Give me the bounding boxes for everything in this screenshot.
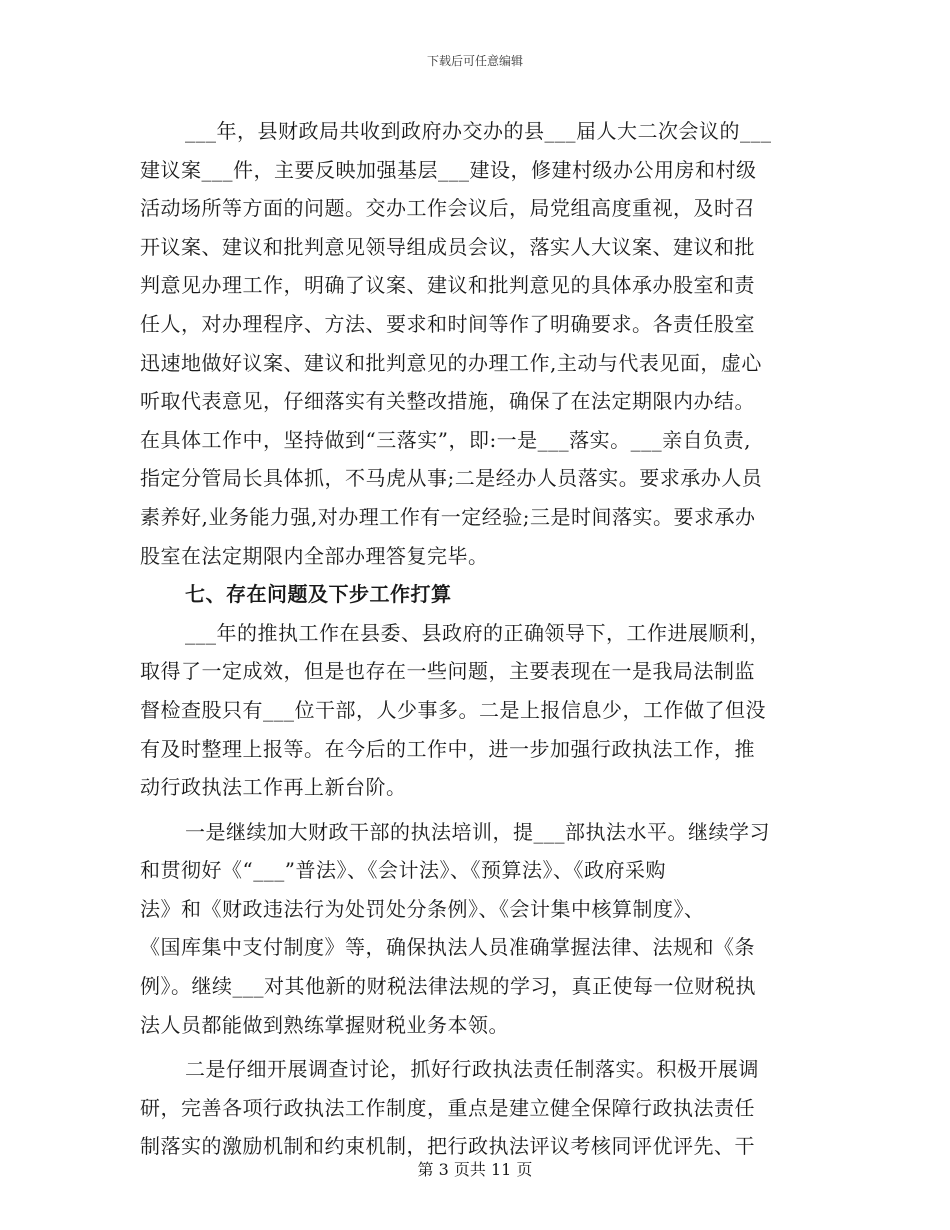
text-line: 素养好,业务能力强,对办理工作有一定经验;三是时间落实。要求承办 — [140, 504, 756, 529]
text-line: 听取代表意见，仔细落实有关整改措施，确保了在法定期限内办结。 — [140, 389, 755, 414]
text-line: 例》。继续___对其他新的财税法律法规的学习，真正使每一位财税执 — [140, 974, 756, 999]
text-line: 在具体工作中，坚持做到“三落实”，即:一是___落实。___亲自负责, — [140, 427, 752, 452]
text-line: ___年，县财政局共收到政府办交办的县___届人大二次会议的___ — [185, 119, 772, 143]
text-line: 一是继续加大财政干部的执法培训，提___部执法水平。继续学习 — [185, 819, 770, 844]
text-line: 建议案___件，主要反映加强基层___建设，修建村级办公用房和村级 — [140, 157, 757, 182]
section-heading: 七、存在问题及下步工作打算 — [185, 582, 452, 607]
text-line: ___年的推执工作在县委、县政府的正确领导下，工作进展顺利， — [185, 620, 770, 645]
page-header: 下载后可任意编辑 — [426, 54, 523, 68]
text-line: 动行政执法工作再上新台阶。 — [140, 775, 407, 800]
text-line: 督检查股只有___位干部，人少事多。二是上报信息少，工作做了但没 — [140, 697, 766, 722]
text-line: 活动场所等方面的问题。交办工作会议后，局党组高度重视，及时召 — [140, 196, 755, 221]
paragraph — [140, 112, 820, 575]
page-footer: 第 3 页共 11 页 — [417, 1160, 533, 1179]
text-line: 开议案、建议和批判意见领导组成员会议，落实人大议案、建议和批 — [140, 234, 755, 259]
text-line: 任人，对办理程序、方法、要求和时间等作了明确要求。各责任股室 — [140, 311, 755, 336]
text-line: 取得了一定成效，但是也存在一些问题，主要表现在一是我局法制监 — [140, 659, 755, 684]
document-body — [140, 112, 820, 1166]
text-line: 有及时整理上报等。在今后的工作中，进一步加强行政执法工作，推 — [140, 736, 755, 761]
paragraph — [140, 614, 820, 807]
text-line: 研，完善各项行政执法工作制度，重点是建立健全保障行政执法责任 — [140, 1095, 755, 1120]
text-line: 法》和《财政违法行为处罚处分条例》、《会计集中核算制度》、 — [140, 896, 705, 921]
text-line: 股室在法定期限内全部办理答复完毕。 — [140, 543, 489, 568]
paragraph — [140, 1050, 820, 1166]
text-line: 《国库集中支付制度》等，确保执法人员准确掌握法律、法规和《条 — [140, 935, 755, 960]
text-line: 指定分管局长具体抓，不马虎从事;二是经办人员落实。要求承办人员 — [140, 466, 763, 491]
text-line: 判意见办理工作，明确了议案、建议和批判意见的具体承办股室和责 — [140, 273, 755, 298]
paragraph — [140, 813, 820, 1045]
text-line: 二是仔细开展调查讨论，抓好行政执法责任制落实。积极开展调 — [185, 1057, 759, 1082]
text-line: 法人员都能做到熟练掌握财税业务本领。 — [140, 1012, 509, 1037]
text-line: 迅速地做好议案、建议和批判意见的办理工作,主动与代表见面，虚心 — [140, 350, 762, 375]
text-line: 制落实的激励机制和约束机制，把行政执法评议考核同评优评先、干 — [140, 1134, 755, 1159]
text-line: 和贯彻好《“___”普法》、《会计法》、《预算法》、《政府采购 — [140, 858, 666, 883]
